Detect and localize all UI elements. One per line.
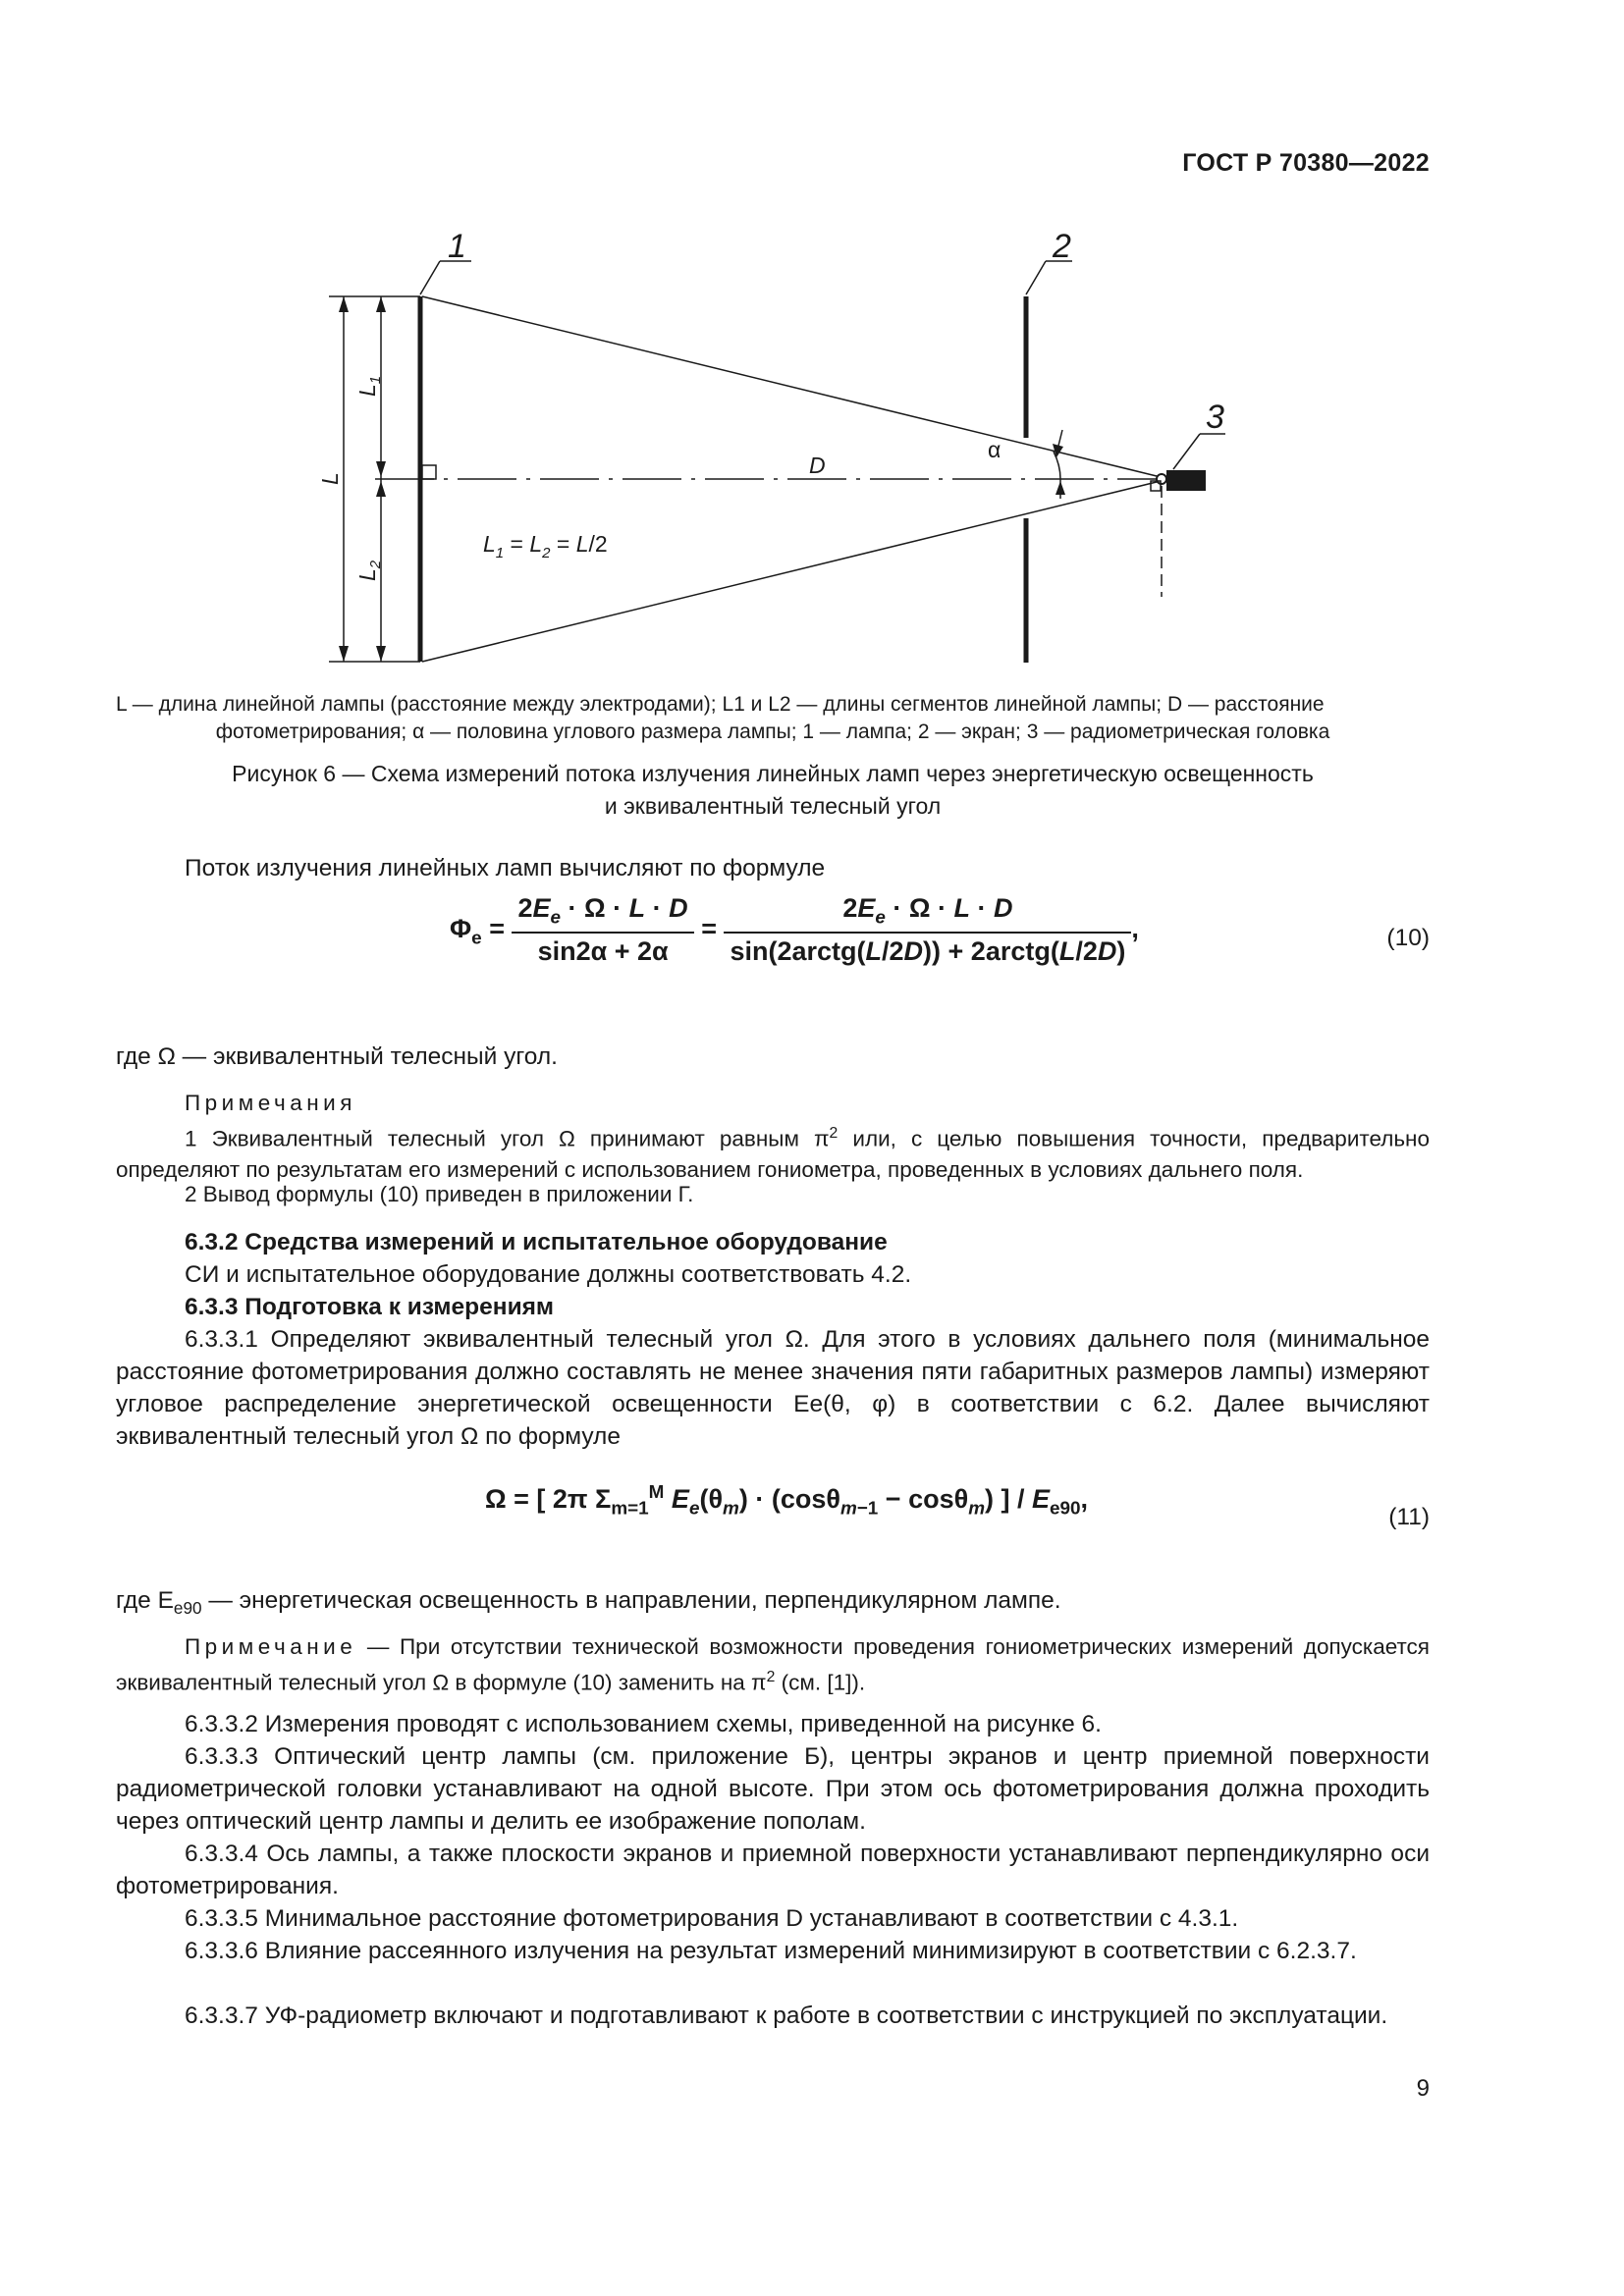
page-number: 9 bbox=[1416, 2075, 1430, 2102]
figure-legend bbox=[116, 691, 1430, 746]
notes-heading: Примечания bbox=[185, 1091, 356, 1115]
note-2: 2 Вывод формулы (10) приведен в приложении Г. bbox=[185, 1182, 694, 1206]
figure-title-line-2: и эквивалентный телесный угол bbox=[604, 793, 942, 819]
legend-line-2: фотометрирования; α — половина углового размера лампы; 1 — лампа; 2 — экран; 3 — радиометрическая головка bbox=[215, 721, 1330, 743]
formula-11: Ω = [ 2π $\Sigma_{m=1}^M$ $E_е(\theta_m) \cdot (\cos\theta_{m-1} - \cos\theta_m)$ ] / $E_{е90}$, bbox=[485, 1482, 1089, 1520]
heading-6-3-2: 6.3.2 Средства измерений и испытательное оборудование bbox=[185, 1229, 888, 1255]
flux-paragraph: Поток излучения линейных ламп вычисляют по формуле bbox=[185, 855, 826, 881]
paragraph-6-3-3-6: 6.3.3.6 Влияние рассеянного излучения на результат измерений минимизируют в соответствии с 6.2.3.7. bbox=[185, 1938, 1357, 1964]
paragraph-6-3-3-4: 6.3.3.4 Ось лампы, а также плоскости экранов и приемной поверхности устанавливают перпендикулярно оси фотометрирования. bbox=[116, 1841, 1430, 1899]
where-omega: где Ω — эквивалентный телесный угол. bbox=[116, 1043, 558, 1070]
label-L: L bbox=[317, 472, 343, 485]
label-2: 2 bbox=[1053, 228, 1071, 265]
radiometric-head bbox=[1166, 470, 1206, 491]
label-L2: $L_2$ bbox=[354, 560, 384, 581]
equation-number-10: (10) bbox=[1386, 925, 1430, 951]
formula-10: $\Phi_е$ = $\frac{2E_е \cdot \Omega \cdot L \cdot D}{\sin 2\alpha + 2\alpha}$ = $\frac{2E_е \cdot \Omega \cdot L \cdot D}{\text{sin(2arctg(L/2D)) + 2arctg(L/2D)}}$ , bbox=[450, 893, 1139, 967]
document-header: ГОСТ Р 70380—2022 bbox=[1182, 149, 1430, 177]
paragraph-6-3-3-3: 6.3.3.3 Оптический центр лампы (см. приложение Б), центры экранов и центр приемной поверхности радиометрической головки устанавливают на одной высоте. При этом ось фотометрирования должна проходить через оптический центр лампы и делить ее изображение пополам. bbox=[116, 1743, 1430, 1835]
where-e90: где $E_{е90}$ — энергетическая освещенность в направлении, перпендикулярном лампе. bbox=[116, 1587, 1061, 1618]
label-L1: $L_1$ bbox=[354, 375, 384, 397]
measurement-scheme-figure bbox=[0, 0, 1624, 687]
legend-line-1: L — длина линейной лампы (расстояние между электродами); L1 и L2 — длины сегментов линейной лампы; D — расстояние bbox=[116, 693, 1325, 716]
heading-6-3-3: 6.3.3 Подготовка к измерениям bbox=[185, 1294, 555, 1320]
paragraph-6-3-2: СИ и испытательное оборудование должны соответствовать 4.2. bbox=[185, 1261, 912, 1288]
label-3: 3 bbox=[1206, 399, 1224, 436]
label-1: 1 bbox=[448, 228, 466, 265]
paragraph-6-3-3-1: 6.3.3.1 Определяют эквивалентный телесный угол Ω. Для этого в условиях дальнего поля (минимальное расстояние фотометрирования должно составлять не менее значения пяти габаритных размеров лампы) измеряют угловое распределение энергетической освещенности Eе(θ, φ) в соответствии с 6.2. Далее вычисляют эквивалентный телесный угол Ω по формуле bbox=[116, 1326, 1430, 1450]
paragraph-6-3-3-2: 6.3.3.2 Измерения проводят с использованием схемы, приведенной на рисунке 6. bbox=[185, 1711, 1102, 1737]
label-equality: $L_1 = L_2 = L/2$ bbox=[483, 531, 608, 561]
note-3: Примечание — При отсутствии технической возможности проведения гониометрических измерений допускается эквивалентный телесный угол Ω в формуле (10) заменить на $\pi^2$ (см. [1]). bbox=[116, 1634, 1430, 1695]
paragraph-6-3-3-5: 6.3.3.5 Минимальное расстояние фотометрирования D устанавливают в соответствии с 4.3.1. bbox=[185, 1905, 1239, 1932]
paragraph-6-3-3-7: 6.3.3.7 УФ-радиометр включают и подготавливают к работе в соответствии с инструкцией по эксплуатации. bbox=[185, 2002, 1388, 2029]
note-1: 1 Эквивалентный телесный угол Ω принимают равным $\pi^2$ или, с целью повышения точности, предварительно определяют по результатам его измерений с использованием гониометра, проведенных в условиях дальнего поля. bbox=[116, 1125, 1430, 1182]
label-D: D bbox=[809, 453, 826, 478]
equation-number-11: (11) bbox=[1388, 1504, 1430, 1530]
figure-title bbox=[116, 758, 1430, 823]
figure-title-line-1: Рисунок 6 — Схема измерений потока излучения линейных ламп через энергетическую освещенность bbox=[232, 761, 1314, 786]
label-alpha: α bbox=[988, 437, 1001, 462]
